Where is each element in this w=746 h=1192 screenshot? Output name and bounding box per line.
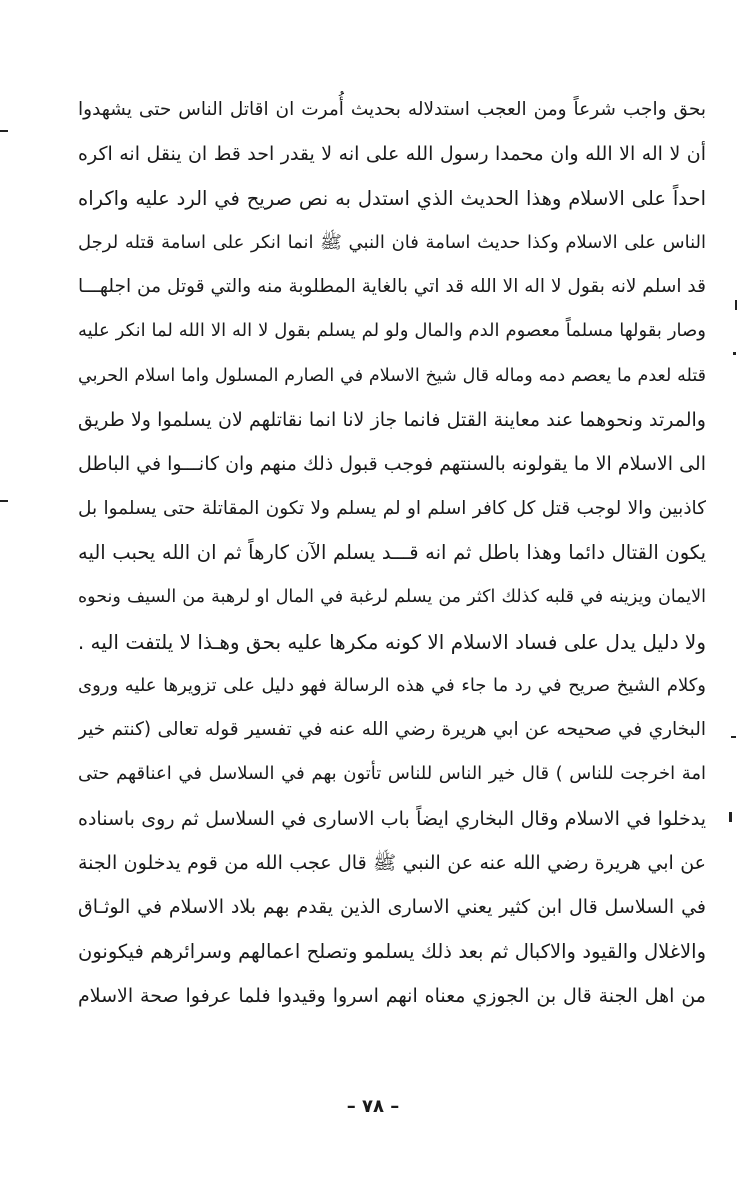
text-line: امة اخرجت للناس ) قال خير الناس للناس تأتون بهم في السلاسل في اعناقهم حتى: [78, 763, 706, 785]
body-text: [78, 88, 706, 1018]
text-line: بحق واجب شرعاً ومن العجب استدلاله بحديث أُمرت ان اقاتل الناس حتى يشهدوا: [78, 99, 706, 120]
right-margin-mark: [733, 352, 736, 355]
text-line: وكلام الشيخ صريح في رد ما جاء في هذه الرسالة فهو دليل على تزويرها عليه وروى: [78, 674, 706, 696]
text-line: الايمان ويزينه في قلبه كذلك اكثر من يسلم لرغبة في المال او لرهبة من السيف ونحوه: [78, 587, 706, 608]
text-line: والمرتد ونحوهما عند معاينة القتل فانما جاز لانا انما نقاتلهم لان يسلموا ولا طريق: [78, 409, 706, 432]
text-line: يكون القتال دائما وهذا باطل ثم انه قـــد يسلم الآن كارهاً ثم ان الله يحبب اليه: [78, 540, 706, 564]
left-margin-mark: [0, 130, 8, 132]
right-margin-mark: [735, 300, 737, 310]
text-line: قد اسلم لانه بقول لا اله الا الله قد اتي بالغاية المطلوبة منه والتي قوتل من اجلهـــا: [78, 276, 706, 298]
text-line: عن ابي هريرة رضي الله عنه عن النبي ﷺ قال عجب الله من قوم يدخلون الجنة: [78, 852, 706, 875]
text-line: في السلاسل قال ابن كثير يعني الاسارى الذين يقدم بهم بلاد الاسلام في الوثـاق: [78, 896, 706, 919]
text-line: احداً على الاسلام وهذا الحديث الذي استدل به نص صريح في الرد عليه واكراه: [78, 186, 706, 210]
text-line: وصار بقولها مسلماً معصوم الدم والمال ولو لم يسلم بقول لا اله الا الله لما انكر عليه: [78, 320, 706, 342]
text-line: أن لا اله الا الله وان محمدا رسول الله على انه لا يقدر احد قط ان ينقل انه اكره: [78, 143, 706, 166]
page-number: – ٧٨ –: [346, 1096, 400, 1117]
text-line: كاذبين والا لوجب قتل كل كافر اسلم او لم يسلم ولا تكون المقاتلة حتى يسلموا بل: [78, 497, 706, 519]
text-line: ولا دليل يدل على فساد الاسلام الا كونه مكرها عليه بحق وهـذا لا يلتفت اليه .: [78, 629, 706, 654]
text-line: الى الاسلام الا ما يقولونه بالسنتهم فوجب قبول ذلك منهم وان كانـــوا في الباطل: [78, 453, 706, 476]
right-margin-mark: [731, 736, 736, 738]
text-line: والاغلال والقيود والاكبال ثم بعد ذلك يسلمو وتصلح اعمالهم وسرائرهم فيكونون: [78, 939, 706, 963]
left-margin-mark: [0, 500, 8, 502]
text-line: يدخلوا في الاسلام وقال البخاري ايضاً باب الاسارى في السلاسل ثم روى باسناده: [78, 807, 706, 830]
text-line: من اهل الجنة قال بن الجوزي معناه انهم اسروا وقيدوا فلما عرفوا صحة الاسلام: [78, 984, 706, 1007]
text-line: قتله لعدم ما يعصم دمه وماله قال شيخ الاسلام في الصارم المسلول واما اسلام الحربي: [78, 365, 706, 386]
text-line: البخاري في صحيحه عن ابي هريرة رضي الله عنه في تفسير قوله تعالى (كنتم خير: [78, 719, 706, 741]
right-margin-mark: [729, 812, 732, 822]
text-line: الناس على الاسلام وكذا حديث اسامة فان النبي ﷺ انما انكر على اسامة قتله لرجل: [78, 231, 706, 253]
